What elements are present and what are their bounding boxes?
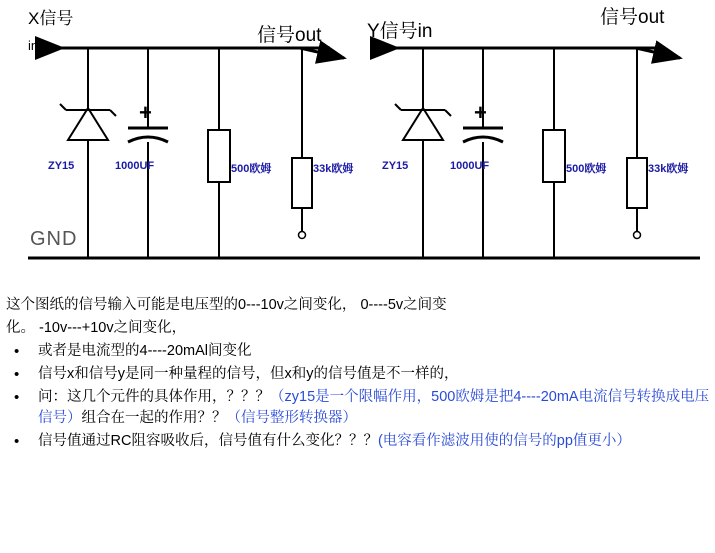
bullet-glyph: • [14, 389, 20, 407]
list-item-text: 信号x和信号y是同一种量程的信号，但x和y的信号值是不一样的， [38, 366, 459, 383]
component-label-y-capacitor: 1000UF [450, 160, 490, 172]
list-item-text: 或者是电流型的4----20mAl间变化 [38, 343, 252, 360]
list-item [0, 364, 715, 385]
component-label-x-resistor-33k: 33k欧姆 [313, 163, 354, 175]
list-item-text-part: 问：这几个元件的具体作用，？？？ [38, 389, 270, 406]
ground-label: GND [30, 228, 78, 250]
component-label-x-resistor-500: 500欧姆 [231, 163, 272, 175]
y-input-label: Y信号in [367, 21, 433, 42]
x-input-sublabel: in [28, 38, 39, 53]
list-item-text-highlight: 4----20mA电流信号转换成电压信号） [38, 389, 710, 427]
x-input-label: X信号 [28, 9, 74, 28]
list-item [0, 387, 715, 429]
component-label-x-capacitor: 1000UF [115, 160, 155, 172]
component-label-y-resistor-33k: 33k欧姆 [648, 163, 689, 175]
list-item-text-highlight: (电容看作滤波用 [377, 433, 485, 450]
y-output-label: 信号out [600, 7, 665, 28]
list-item-text-part: 组合在一起的作用？？ [81, 410, 227, 427]
component-label-y-resistor-500: 500欧姆 [566, 163, 607, 175]
svg-text:+: + [474, 100, 487, 125]
list-item [0, 431, 715, 452]
component-label-x-zy15: ZY15 [48, 160, 75, 172]
notes-block [0, 295, 715, 454]
bullet-glyph: • [14, 366, 20, 384]
list-item [0, 341, 715, 362]
bullet-glyph: • [14, 433, 20, 451]
x-output-label: 信号out [257, 25, 322, 46]
list-item-text-highlight: （zy15是一个限幅作用，500欧姆是把 [270, 389, 514, 406]
note-paragraph-line1: 这个图纸的信号输入可能是电压型的0---10v之间变化， 0----5v之间变 [6, 297, 447, 313]
bullet-glyph: • [14, 343, 20, 361]
component-label-y-zy15: ZY15 [382, 160, 409, 172]
list-item-text-highlight: 使的信号的pp值更小） [484, 433, 631, 450]
svg-text:+: + [139, 100, 152, 125]
list-item-text-part: 信号值通过RC阻容吸收后，信号值有什么变化？？？ [38, 433, 378, 450]
list-item-text-highlight: （信号整形转换器） [226, 410, 357, 427]
notes-list [0, 341, 715, 452]
note-paragraph-line2: 化。 -10v---+10v之间变化， [6, 320, 187, 337]
